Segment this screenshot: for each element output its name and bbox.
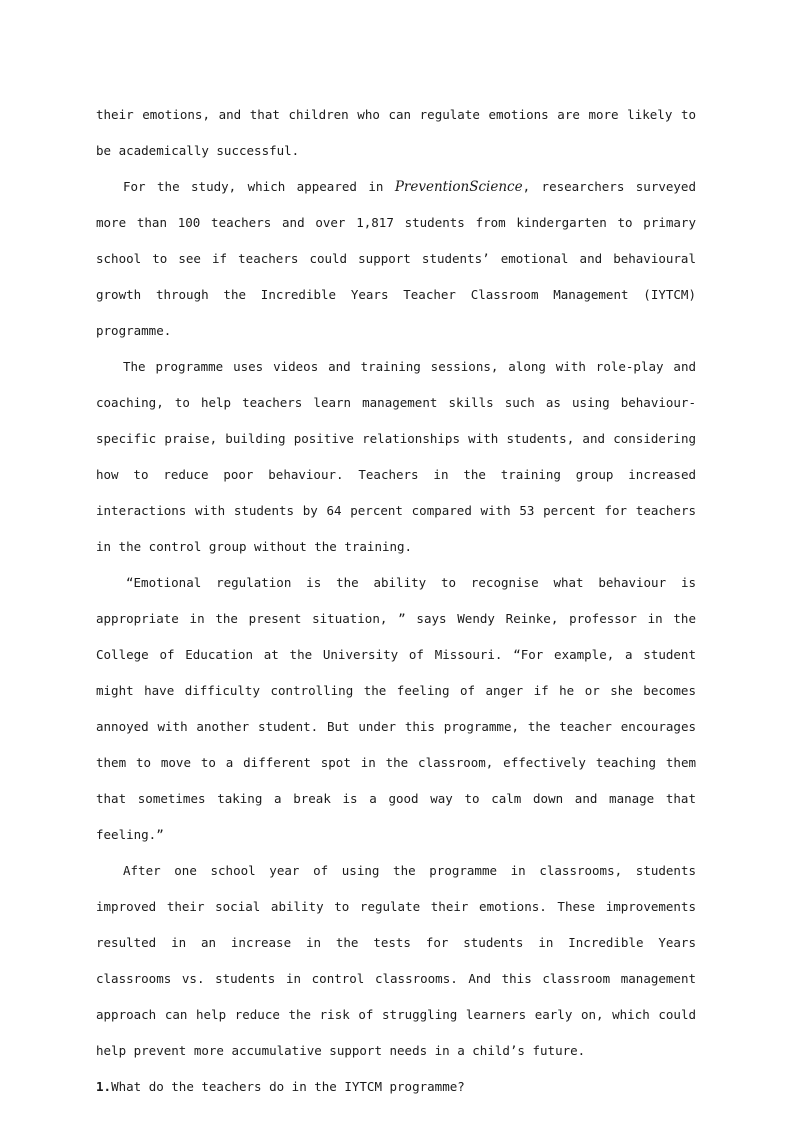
question-1 — [96, 1069, 696, 1105]
paragraph-study-intro: For the study, which appeared in — [123, 179, 395, 194]
paragraph-study — [96, 169, 696, 349]
question-number: 1. — [96, 1079, 112, 1094]
journal-name: PreventionScience — [394, 179, 523, 195]
paragraph-quote: “Emotional regulation is the ability to recognise what behaviour is appropriate in the present situation, ” says Wendy Reinke, professor in the College of Education at the University of Missouri. “For example, a student might have difficulty controlling the feeling of anger if he or she becomes annoyed with another student. But under this programme, the teacher encourages them to move to a different spot in the classroom, effectively teaching them that sometimes taking a break is a good way to calm down and manage that feeling.” — [96, 575, 696, 842]
question-text: What do the teachers do in the IYTCM programme? — [111, 1079, 465, 1094]
paragraph-programme: The programme uses videos and training sessions, along with role-play and coaching, to help teachers learn management skills such as using behaviour-specific praise, building positive relationships with students, and considering how to reduce poor behaviour. Teachers in the training group increased interactions with students by 64 percent compared with 53 percent for teachers in the control group without the training. — [96, 359, 696, 554]
paragraph-results: After one school year of using the programme in classrooms, students improved their social ability to regulate their emotions. These improvements resulted in an increase in the tests for students in Incredible Years classrooms vs. students in control classrooms. And this classroom management approach can help reduce the risk of struggling learners early on, which could help prevent more accumulative support needs in a child’s future. — [96, 863, 696, 1058]
article-body — [96, 97, 696, 1105]
paragraph-continuation: their emotions, and that children who can regulate emotions are more likely to be academically successful. — [96, 107, 696, 158]
paragraph-study-rest: , researchers surveyed more than 100 teachers and over 1,817 students from kindergarten to primary school to see if teachers could support students’ emotional and behavioural growth through the Incredible Years Teacher Classroom Management (IYTCM) programme. — [96, 179, 696, 338]
